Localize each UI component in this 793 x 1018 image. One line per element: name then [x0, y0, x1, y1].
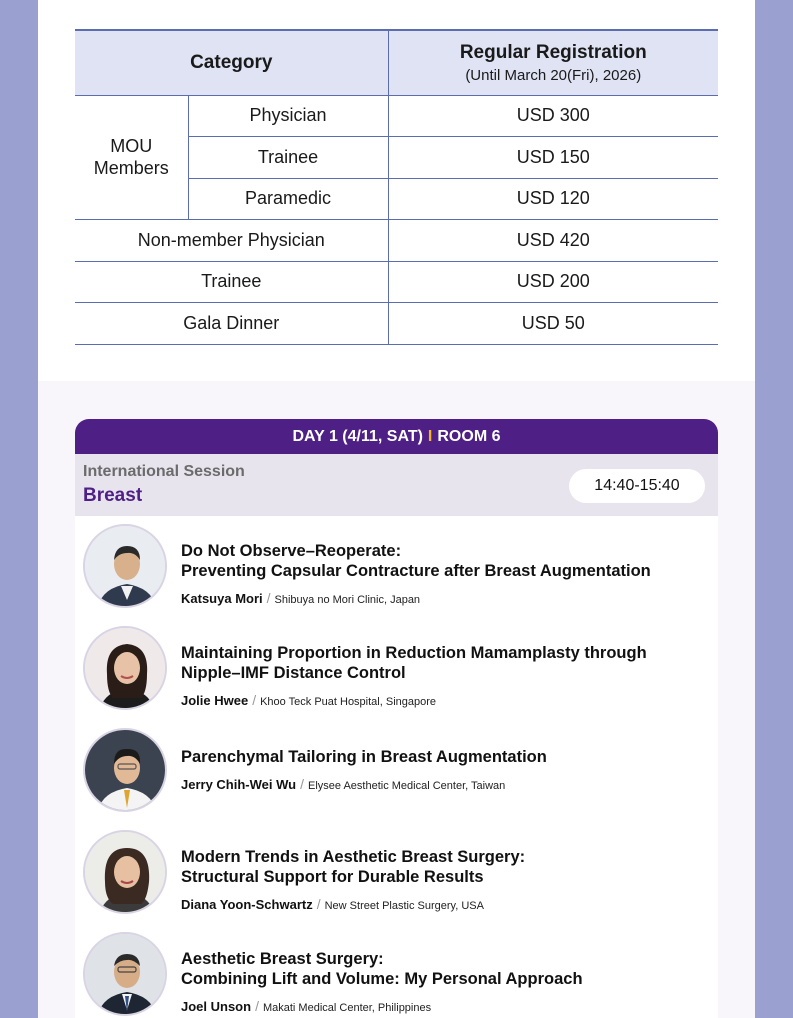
room-label: ROOM 6 [437, 427, 501, 445]
speaker-line [181, 776, 505, 792]
slash-divider: / [255, 998, 259, 1014]
talk-title-line: Modern Trends in Aesthetic Breast Surgery: [181, 848, 526, 866]
day-label: DAY 1 (4/11, SAT) [292, 427, 423, 445]
header-separator: I [427, 427, 433, 445]
regular-registration-title: Regular Registration [459, 41, 647, 63]
speaker-affiliation: Khoo Teck Puat Hospital, Singapore [260, 696, 437, 708]
day-room-header [75, 419, 718, 454]
speaker-photo-icon [83, 932, 167, 1016]
fee-amount-cell: USD 120 [388, 178, 718, 220]
talk-title-line: Parenchymal Tailoring in Breast Augmentation [181, 748, 547, 766]
speaker-line [181, 590, 420, 606]
slash-divider: / [316, 896, 321, 912]
talk-title-line: Do Not Observe–Reoperate: [181, 542, 402, 560]
category-header: Category [75, 30, 388, 95]
registration-fee-table [75, 29, 718, 345]
talk-title-line: Structural Support for Durable Results [181, 868, 484, 886]
table-header-row [75, 30, 718, 95]
table-row [75, 95, 718, 137]
fee-amount-cell: USD 150 [388, 137, 718, 179]
session-header [75, 454, 718, 516]
fee-category-cell: Trainee [188, 137, 388, 179]
session-type: International Session [83, 463, 245, 480]
table-row [75, 303, 718, 345]
speaker-affiliation: New Street Plastic Surgery, USA [324, 900, 484, 912]
speaker-name: Katsuya Mori [181, 591, 263, 606]
slash-divider: / [252, 692, 257, 708]
speaker-affiliation: Shibuya no Mori Clinic, Japan [274, 594, 421, 606]
speaker-line [181, 998, 431, 1014]
fee-amount-cell: USD 50 [388, 303, 718, 345]
fee-category-cell: Paramedic [188, 178, 388, 220]
table-row [75, 261, 718, 303]
speaker-photo-icon [83, 524, 167, 608]
talk-title [181, 541, 651, 581]
talk-title [181, 643, 647, 683]
talk-title-line: Aesthetic Breast Surgery: [181, 950, 384, 968]
speaker-name: Jolie Hwee [181, 693, 249, 708]
talk-title [181, 847, 525, 887]
mou-members-label [75, 95, 188, 220]
speaker-photo-icon [83, 830, 167, 914]
fee-category-cell: Physician [188, 95, 388, 137]
slash-divider: / [266, 590, 271, 606]
talk-list [75, 516, 718, 1018]
talk-title [181, 747, 547, 767]
fee-amount-cell: USD 200 [388, 261, 718, 303]
speaker-name: Jerry Chih-Wei Wu [181, 777, 297, 792]
mou-members-text: MOU Members [93, 136, 169, 179]
speaker-line [181, 692, 436, 708]
fee-category-cell: Non-member Physician [75, 220, 388, 262]
speaker-name: Diana Yoon-Schwartz [181, 897, 313, 912]
talk-title-line: Nipple–IMF Distance Control [181, 664, 406, 682]
fee-category-cell: Gala Dinner [75, 303, 388, 345]
speaker-line [181, 896, 484, 912]
fee-amount-cell: USD 300 [388, 95, 718, 137]
speaker-affiliation: Makati Medical Center, Philippines [262, 1002, 432, 1014]
slash-divider: / [300, 776, 304, 792]
talk-title [181, 949, 583, 989]
session-name: Breast [83, 485, 143, 506]
talk-title-line: Maintaining Proportion in Reduction Mamamplasty through [181, 644, 647, 662]
talk-title-line: Combining Lift and Volume: My Personal Approach [181, 970, 583, 988]
speaker-name: Joel Unson [181, 999, 252, 1014]
table-row [75, 220, 718, 262]
session-time-badge: 14:40-15:40 [569, 469, 705, 503]
talk-title-line: Preventing Capsular Contracture after Breast Augmentation [181, 562, 651, 580]
fee-category-cell: Trainee [75, 261, 388, 303]
speaker-affiliation: Elysee Aesthetic Medical Center, Taiwan [308, 780, 506, 792]
regular-registration-header [388, 30, 718, 95]
fee-amount-cell: USD 420 [388, 220, 718, 262]
speaker-photo-icon [83, 626, 167, 710]
speaker-photo-icon [83, 728, 167, 812]
regular-registration-deadline: (Until March 20(Fri), 2026) [465, 66, 642, 84]
